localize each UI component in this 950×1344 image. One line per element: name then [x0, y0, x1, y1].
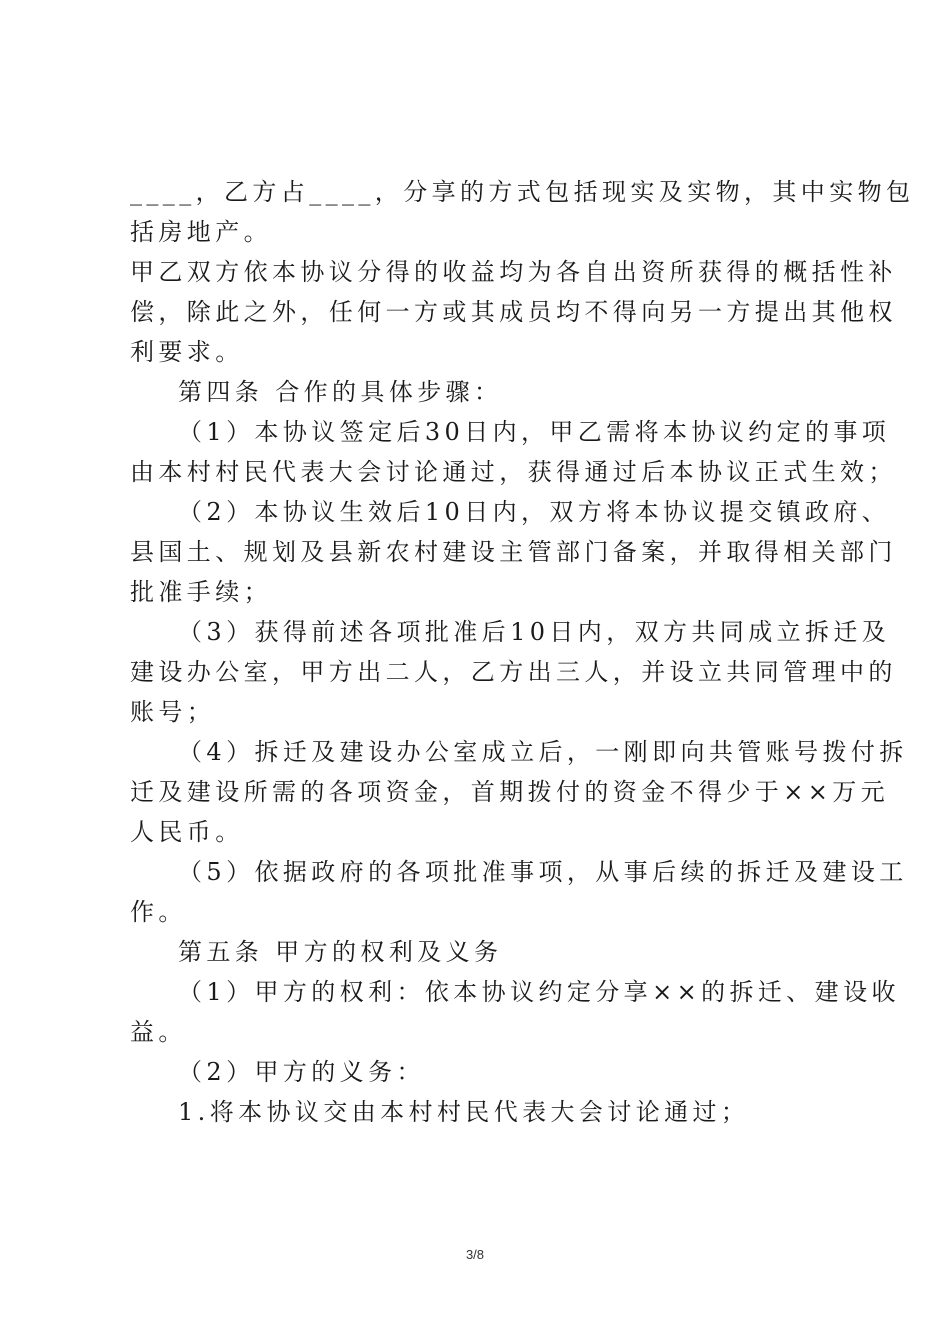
party-a-duties-heading: （2）甲方的义务：	[178, 1058, 425, 1086]
step-3-line-1: （3）获得前述各项批准后10日内，双方共同成立拆迁及	[178, 618, 891, 646]
party-a-duty-1: 1.将本协议交由本村村民代表大会讨论通过；	[178, 1098, 750, 1126]
article-4-heading: 第四条 合作的具体步骤：	[178, 378, 503, 406]
text-line-5: 利要求。	[130, 338, 244, 366]
step-2-line-1: （2）本协议生效后10日内，双方将本协议提交镇政府、	[178, 498, 891, 526]
text-line-4: 偿，除此之外，任何一方或其成员均不得向另一方提出其他权	[130, 298, 897, 326]
step-1-line-1: （1）本协议签定后30日内，甲乙需将本协议约定的事项	[178, 418, 891, 446]
step-4-line-1: （4）拆迁及建设办公室成立后，一刚即向共管账号拨付拆	[178, 738, 908, 766]
step-5-line-2: 作。	[130, 898, 187, 926]
step-4-line-2: 迁及建设所需的各项资金，首期拨付的资金不得少于××万元	[130, 778, 890, 806]
text-line-1: ____，乙方占____，分享的方式包括现实及实物，其中实物包	[130, 178, 915, 206]
step-2-line-2: 县国土、规划及县新农村建设主管部门备案，并取得相关部门	[130, 538, 897, 566]
step-3-line-3: 账号；	[130, 698, 216, 726]
step-2-line-3: 批准手续；	[130, 578, 272, 606]
text-line-3: 甲乙双方依本协议分得的收益均为各自出资所获得的概括性补	[130, 258, 897, 286]
party-a-rights-line-1: （1）甲方的权利：依本协议约定分享××的拆迁、建设收	[178, 978, 900, 1006]
article-5-heading: 第五条 甲方的权利及义务	[178, 938, 503, 966]
page-number: 3/8	[465, 1247, 485, 1262]
step-5-line-1: （5）依据政府的各项批准事项，从事后续的拆迁及建设工	[178, 858, 908, 886]
step-1-line-2: 由本村村民代表大会讨论通过，获得通过后本协议正式生效；	[130, 458, 897, 486]
text-line-2: 括房地产。	[130, 218, 272, 246]
party-a-rights-line-2: 益。	[130, 1018, 187, 1046]
step-3-line-2: 建设办公室，甲方出二人，乙方出三人，并设立共同管理中的	[130, 658, 897, 686]
step-4-line-3: 人民币。	[130, 818, 244, 846]
